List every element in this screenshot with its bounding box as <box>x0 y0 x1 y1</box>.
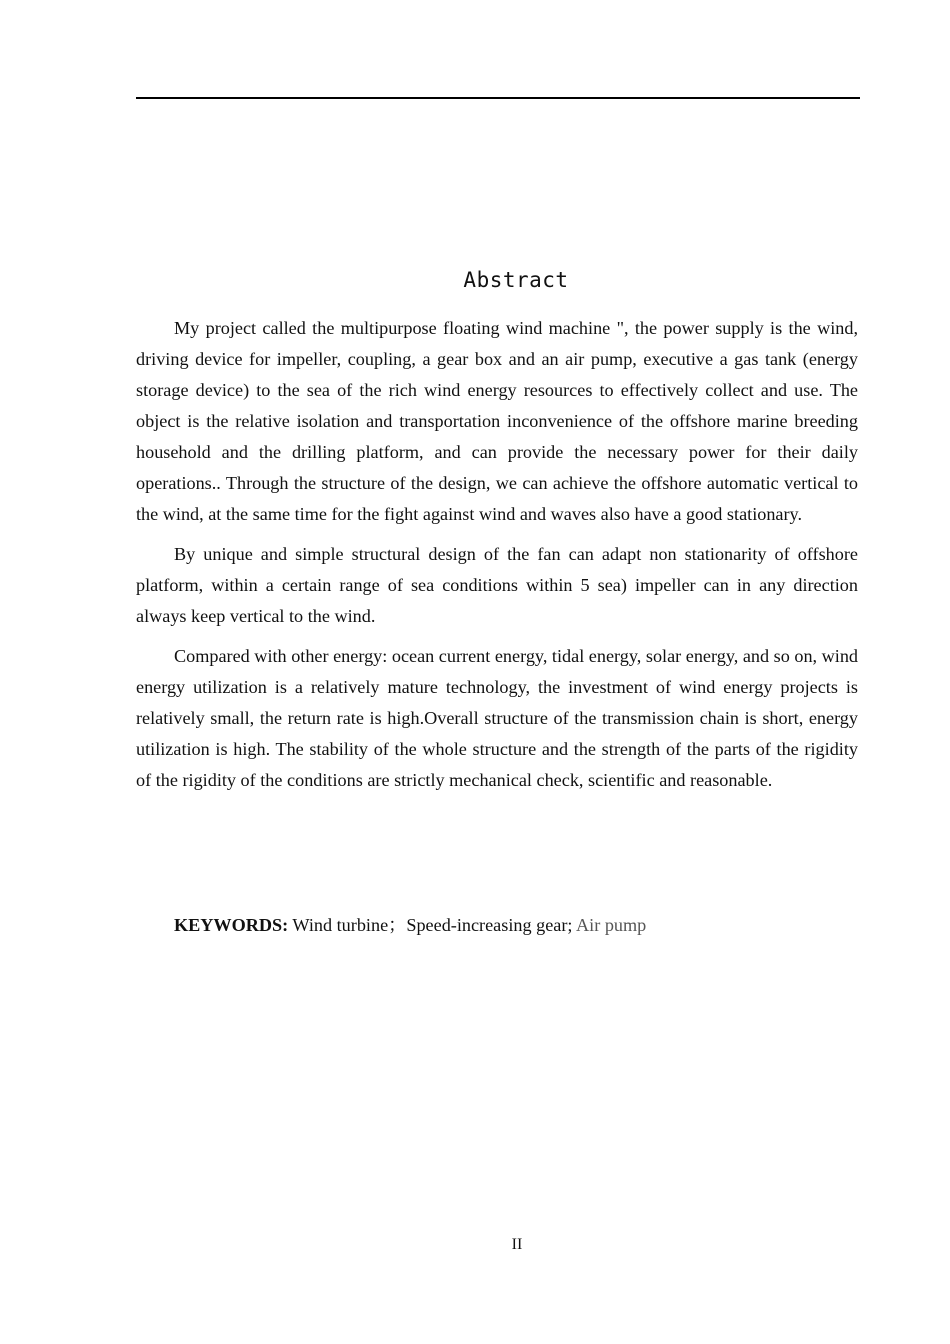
page-number: II <box>511 1236 523 1253</box>
keywords-label: KEYWORDS: <box>174 915 289 935</box>
keywords-last-item: Air pump <box>576 915 647 935</box>
header-rule <box>136 97 860 99</box>
keywords-items: Wind turbine；Speed-increasing gear; <box>288 915 577 935</box>
keywords-line <box>174 910 646 941</box>
abstract-title: Abstract <box>463 268 569 292</box>
abstract-paragraph-1: My project called the multipurpose floating wind machine ", the power supply is the wind, driving device for impeller, coupling, a gear box and an air pump, executive a gas tank (energy storage device) to the sea of the rich wind energy resources to effectively collect and use. The object is the relative isolation and transportation inconvenience of the offshore marine breeding household and the drilling platform, and can provide the necessary power for their daily operations.. Through the structure of the design, we can achieve the offshore automatic vertical to the wind, at the same time for the fight against wind and waves also have a good stationary. <box>136 318 858 524</box>
abstract-body <box>136 313 858 805</box>
abstract-paragraph-2: By unique and simple structural design of the fan can adapt non stationarity of offshore platform, within a certain range of sea conditions within 5 sea) impeller can in any direction always keep vertical to the wind. <box>136 544 858 626</box>
abstract-paragraph-3: Compared with other energy: ocean current energy, tidal energy, solar energy, and so on, wind energy utilization is a relatively mature technology, the investment of wind energy projects is relatively small, the return rate is high.Overall structure of the transmission chain is short, energy utilization is high. The stability of the whole structure and the strength of the parts of the rigidity of the rigidity of the conditions are strictly mechanical check, scientific and reasonable. <box>136 646 859 790</box>
